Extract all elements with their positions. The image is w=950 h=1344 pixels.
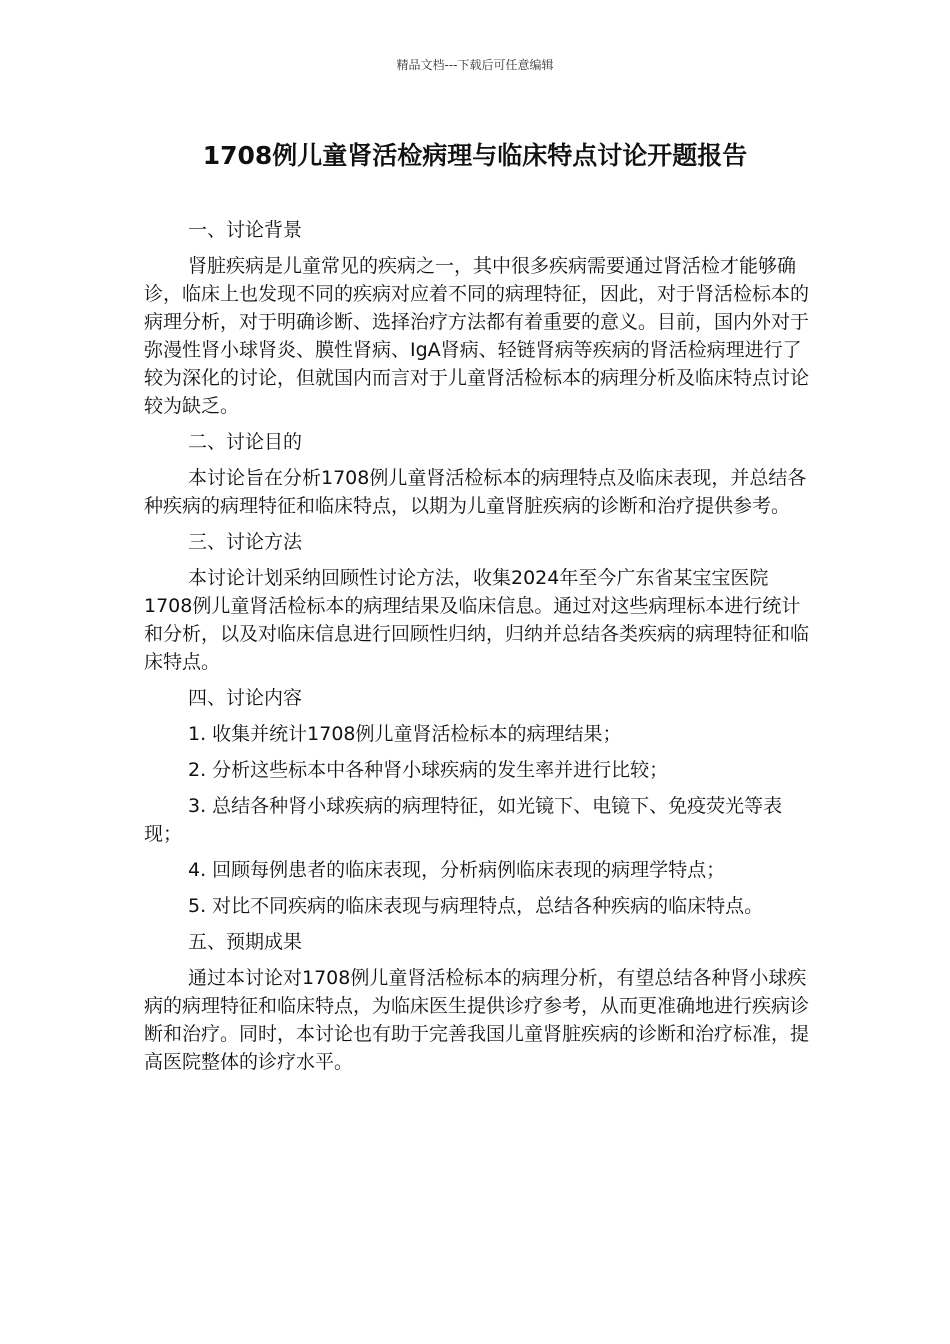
paragraph-expected-results: 通过本讨论对1708例儿童肾活检标本的病理分析，有望总结各种肾小球疾病的病理特征和临床特点，为临床医生提供诊疗参考，从而更准确地进行疾病诊断和治疗。同时，本讨论也有助于完善我国儿童肾脏疾病的诊断和治疗标准，提高医院整体的诊疗水平。: [144, 967, 810, 1073]
section-heading-purpose: 二、讨论目的: [188, 431, 303, 453]
content-list-item: 2. 分析这些标本中各种肾小球疾病的发生率并进行比较；: [188, 759, 669, 781]
section-heading-method: 三、讨论方法: [188, 531, 303, 553]
section-heading-background: 一、讨论背景: [188, 219, 303, 241]
content-list-item: 3. 总结各种肾小球疾病的病理特征，如光镜下、电镜下、免疫荧光等表现；: [144, 795, 783, 845]
content-list-item: 5. 对比不同疾病的临床表现与病理特点，总结各种疾病的临床特点。: [188, 895, 764, 917]
content-list-item: 1. 收集并统计1708例儿童肾活检标本的病理结果；: [188, 723, 622, 745]
paragraph-purpose: 本讨论旨在分析1708例儿童肾活检标本的病理特点及临床表现，并总结各种疾病的病理特征和临床特点，以期为儿童肾脏疾病的诊断和治疗提供参考。: [144, 467, 807, 517]
section-heading-content: 四、讨论内容: [188, 687, 303, 709]
section-heading-expected-results: 五、预期成果: [188, 931, 303, 953]
document-body: [144, 216, 810, 1084]
page-header-note: 精品文档---下载后可任意编辑: [396, 58, 554, 72]
paragraph-method: 本讨论计划采纳回顾性讨论方法，收集2024年至今广东省某宝宝医院1708例儿童肾活检标本的病理结果及临床信息。通过对这些病理标本进行统计和分析，以及对临床信息进行回顾性归纳，归纳并总结各类疾病的病理特征和临床特点。: [144, 567, 810, 673]
paragraph-background: 肾脏疾病是儿童常见的疾病之一，其中很多疾病需要通过肾活检才能够确诊，临床上也发现不同的疾病对应着不同的病理特征，因此，对于肾活检标本的病理分析，对于明确诊断、选择治疗方法都有着重要的意义。目前，国内外对于弥漫性肾小球肾炎、膜性肾病、IgA肾病、轻链肾病等疾病的肾活检病理进行了较为深化的讨论，但就国内而言对于儿童肾活检标本的病理分析及临床特点讨论较为缺乏。: [144, 255, 810, 417]
document-title: 1708例儿童肾活检病理与临床特点讨论开题报告: [202, 141, 748, 170]
content-list-item: 4. 回顾每例患者的临床表现，分析病例临床表现的病理学特点；: [188, 859, 726, 881]
